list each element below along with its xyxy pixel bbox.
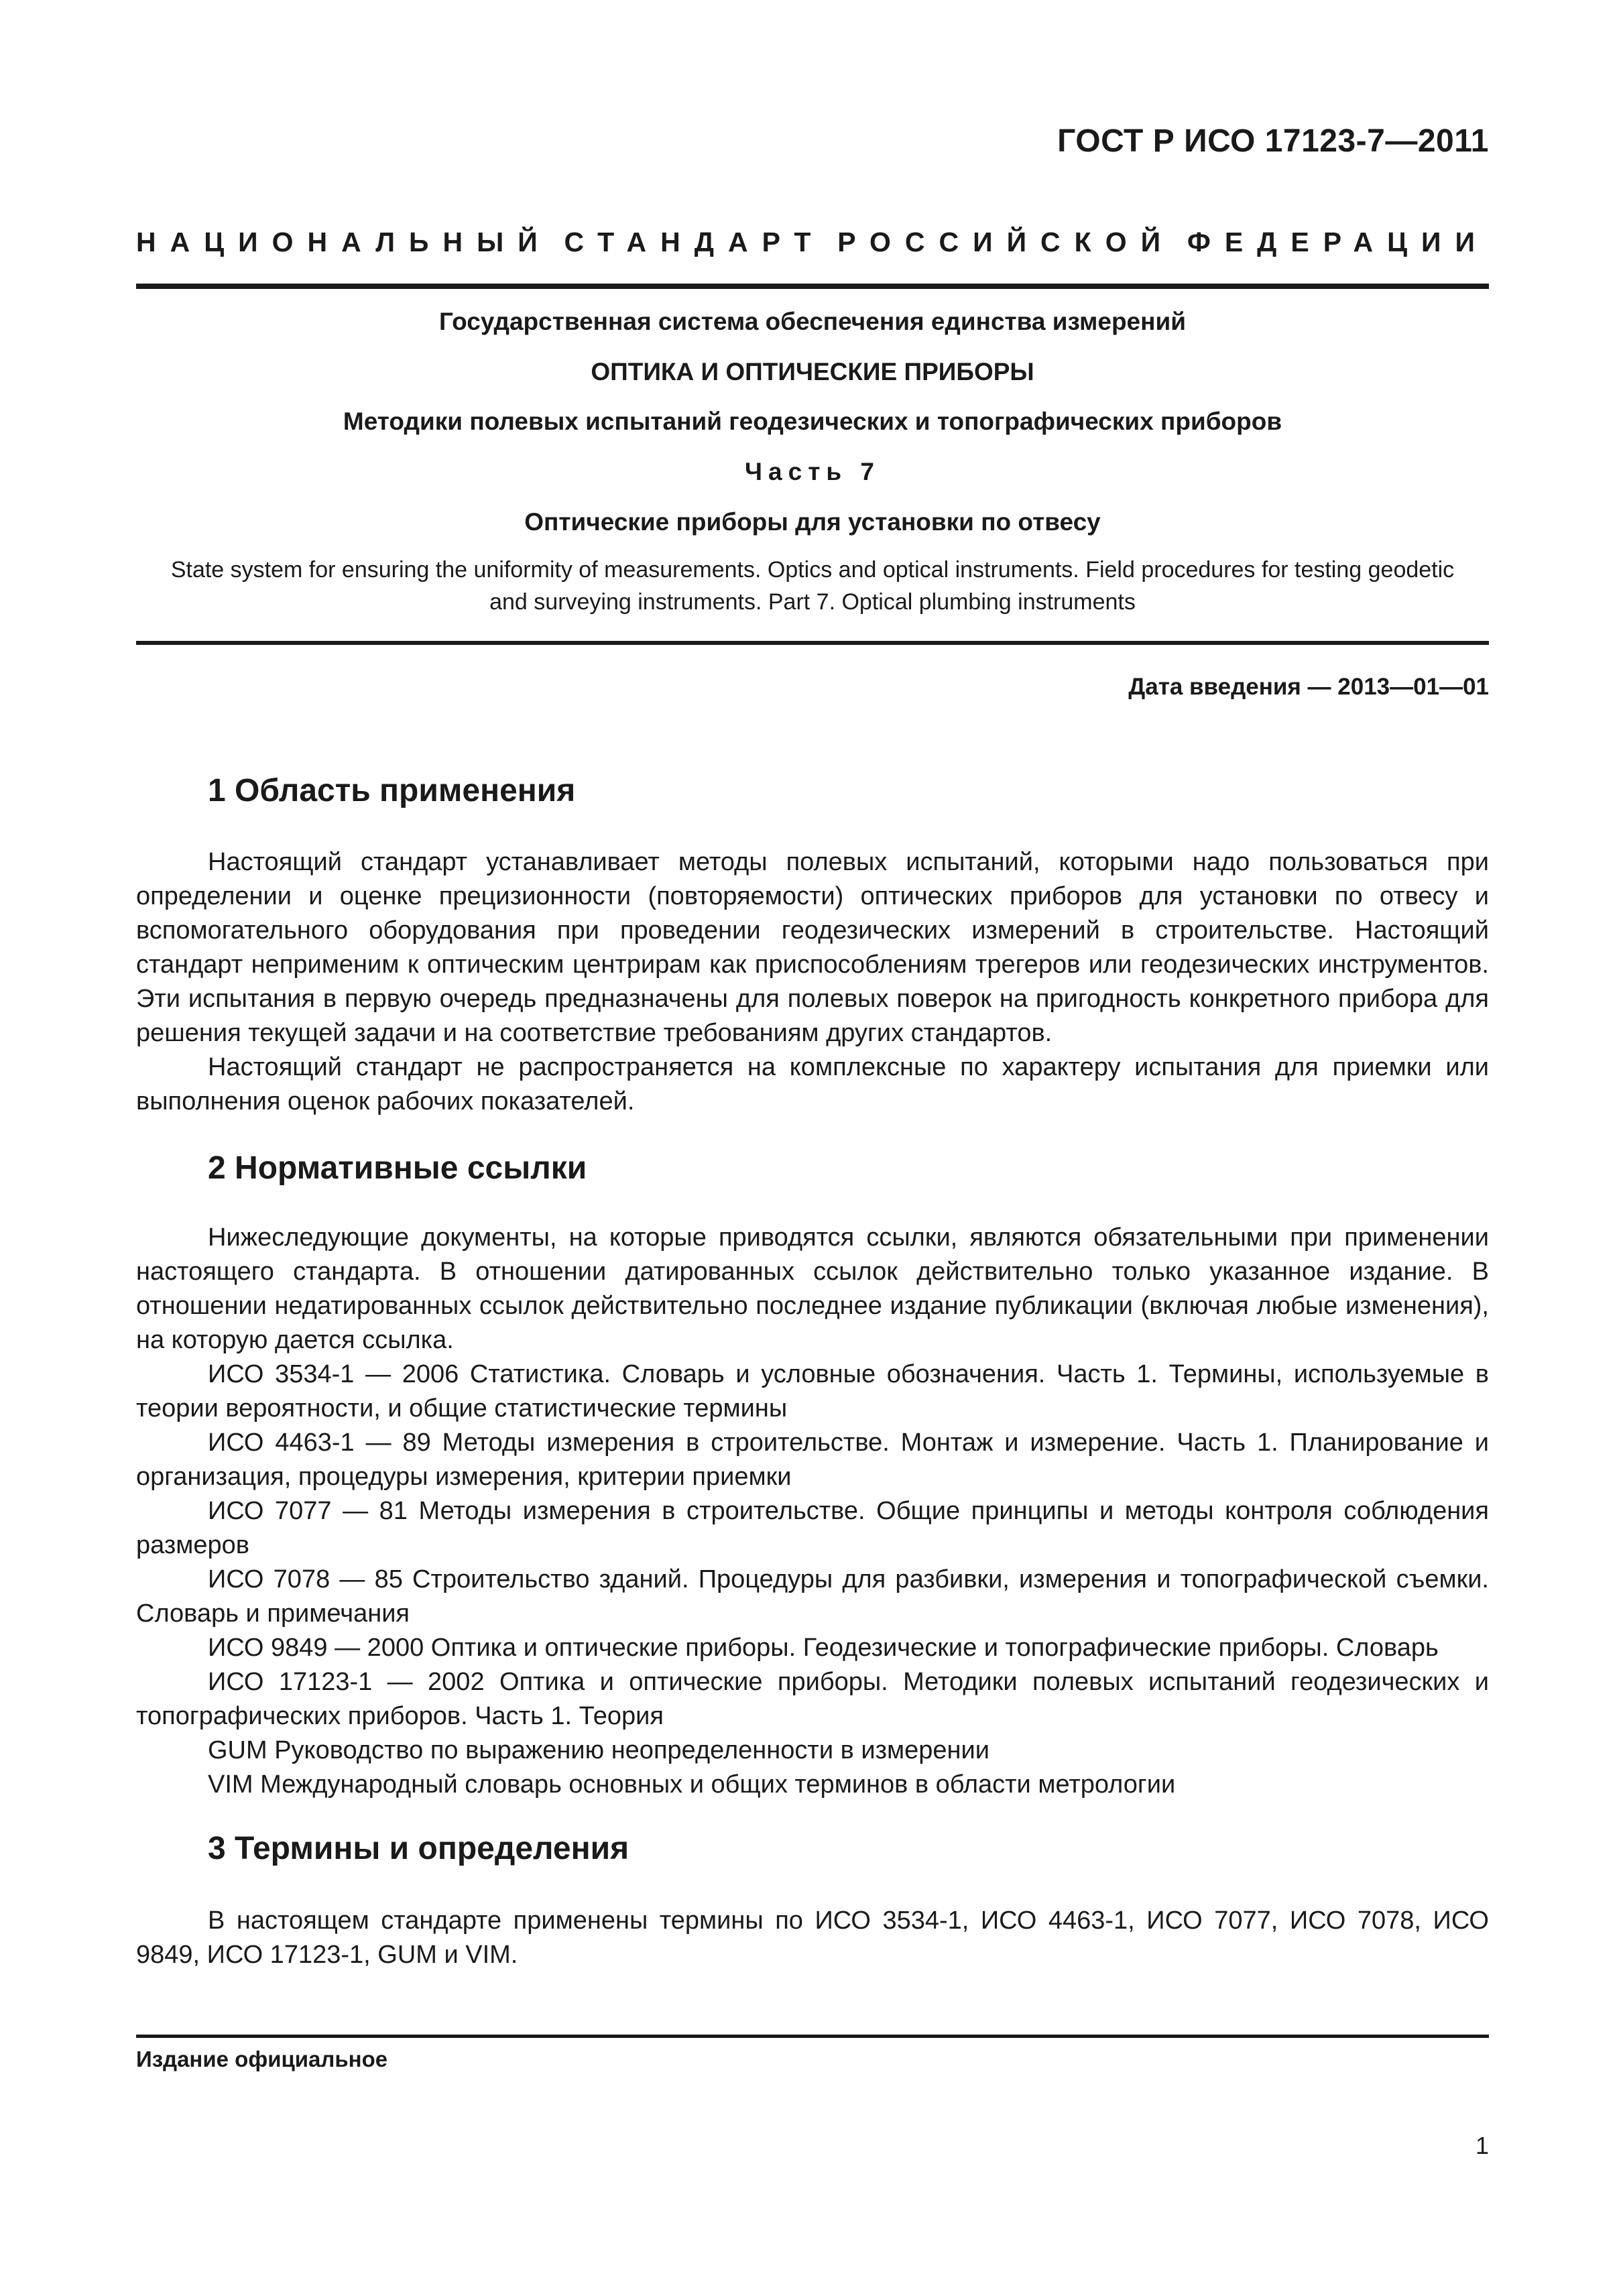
section-3-paragraph-1: В настоящем стандарте применены термины по ИСО 3534-1, ИСО 4463-1, ИСО 7077, ИСО 7078, ИСО 9849, ИСО 17123-1, GUM и VIM. — [136, 1907, 1489, 1969]
section-1-paragraph-1: Настоящий стандарт устанавливает методы полевых испытаний, которыми надо пользоваться при определении и оценке прецизионности (повторяемости) оптических приборов для установки по отвесу и вспомогательного оборудования при проведении геодезических измерений в строительстве. Настоящий стандарт неприменим к оптическим центрирам как приспособлениям трегеров или геодезических инструментов. Эти испытания в первую очередь предназначены для полевых поверок на пригодность конкретного прибора для решения текущей задачи и на соответствие требованиям других стандартов. — [136, 848, 1489, 1047]
section-1-heading: 1 Область применения — [208, 773, 576, 808]
banner-word-2: СТАНДАРТ — [564, 227, 825, 257]
reference-item: ИСО 7078 — 85 Строительство зданий. Процедуры для разбивки, измерения и топографической съемки. Словарь и примечания — [136, 1565, 1489, 1628]
section-2-heading: 2 Нормативные ссылки — [208, 1150, 587, 1186]
title-divider — [136, 641, 1489, 645]
section-1-paragraph-2: Настоящий стандарт не распространяется на комплексные по характеру испытания для приемки или выполнения оценок рабочих показателей. — [136, 1053, 1489, 1115]
english-title: State system for ensuring the uniformity of measurements. Optics and optical instruments. Field procedures for testing geodetic and surveying instruments. Part 7. Optical plumbing instruments — [170, 557, 1455, 615]
reference-item: ИСО 9849 — 2000 Оптика и оптические приборы. Геодезические и топографические приборы. Словарь — [208, 1634, 1439, 1662]
reference-item: ИСО 17123-1 — 2002 Оптика и оптические приборы. Методики полевых испытаний геодезических и топографических приборов. Часть 1. Теория — [136, 1668, 1489, 1730]
part-number: Часть 7 — [745, 458, 880, 485]
reference-item: GUM Руководство по выражению неопределенности в измерении — [208, 1736, 989, 1764]
reference-item: ИСО 3534-1 — 2006 Статистика. Словарь и условные обозначения. Часть 1. Термины, используемые в теории вероятности, и общие статистические термины — [136, 1360, 1489, 1423]
introduction-date: Дата введения — 2013—01—01 — [1128, 674, 1489, 700]
section-3-heading: 3 Термины и определения — [208, 1831, 629, 1866]
footer-divider — [136, 2035, 1489, 2038]
national-standard-banner — [136, 227, 1489, 258]
reference-item: ИСО 7077 — 81 Методы измерения в строительстве. Общие принципы и методы контроля соблюдения размеров — [136, 1497, 1489, 1559]
section-3-body — [136, 1904, 1489, 1972]
banner-word-3: РОССИЙСКОЙ — [837, 227, 1175, 257]
standard-designation: ГОСТ Р ИСО 17123-7—2011 — [1057, 123, 1489, 159]
subtitle: Методики полевых испытаний геодезических и топографических приборов — [343, 408, 1282, 435]
top-divider — [136, 284, 1489, 289]
section-2-intro: Нижеследующие документы, на которые приводятся ссылки, являются обязательными при применении настоящего стандарта. В отношении датированных ссылок действительно только указанное издание. В отношении недатированных ссылок действительно последнее издание публикации (включая любые изменения), на которую дается ссылка. — [136, 1223, 1489, 1354]
reference-item: ИСО 4463-1 — 89 Методы измерения в строительстве. Монтаж и измерение. Часть 1. Планирование и организация, процедуры измерения, критерии приемки — [136, 1429, 1489, 1491]
section-1-body — [136, 845, 1489, 1119]
banner-word-1: НАЦИОНАЛЬНЫЙ — [136, 227, 552, 257]
official-edition-label: Издание официальное — [136, 2047, 388, 2071]
section-2-body — [136, 1221, 1489, 1802]
main-title: ОПТИКА И ОПТИЧЕСКИЕ ПРИБОРЫ — [591, 358, 1034, 385]
reference-item: VIM Международный словарь основных и общих терминов в области метрологии — [208, 1770, 1176, 1799]
system-title: Государственная система обеспечения единства измерений — [439, 308, 1186, 335]
part-title: Оптические приборы для установки по отвесу — [524, 508, 1101, 536]
page-number: 1 — [1475, 2132, 1489, 2159]
banner-word-4: ФЕДЕРАЦИИ — [1187, 227, 1489, 257]
